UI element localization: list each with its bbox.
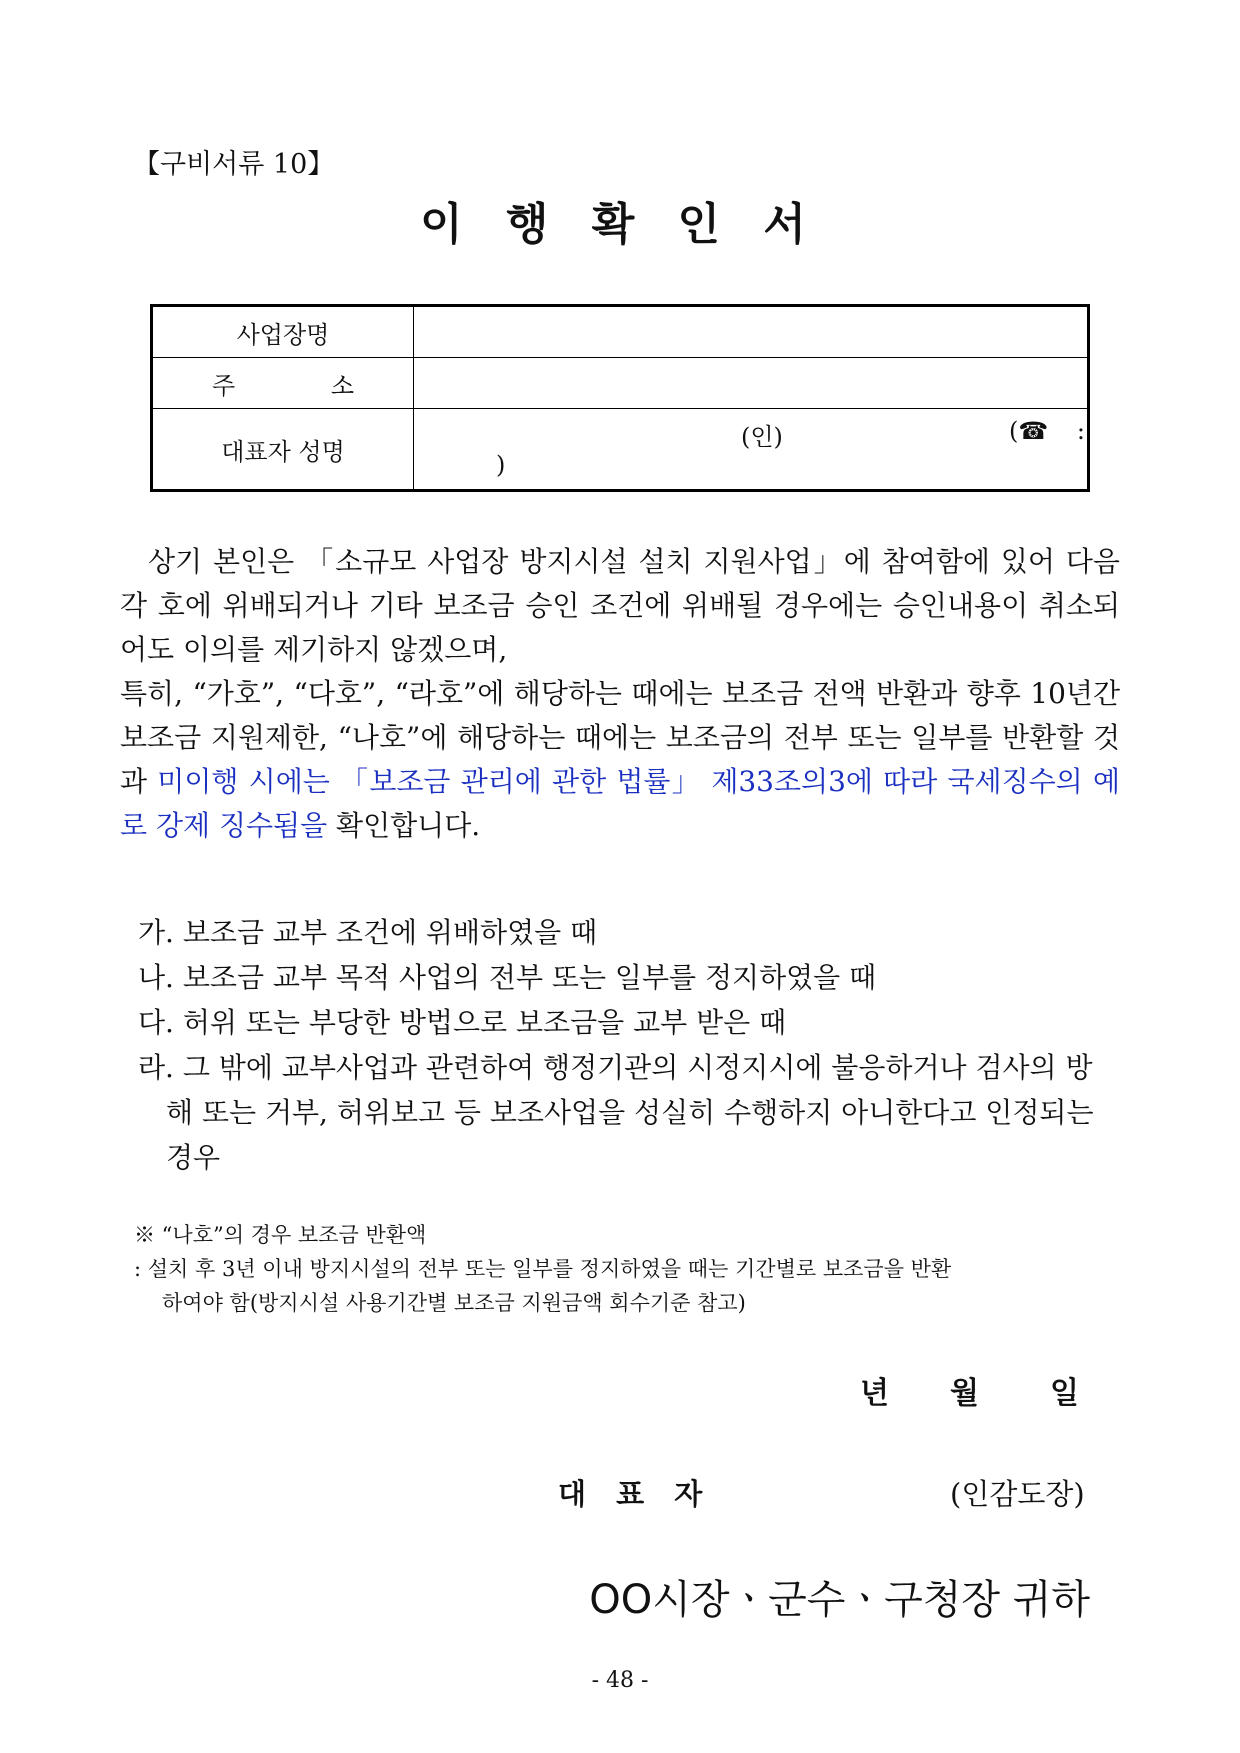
seal-mark: (인): [741, 423, 783, 451]
table-row: [152, 358, 1089, 409]
note-line2: 하여야 함(방지시설 사용기간별 보조금 지원금액 회수기준 참고): [162, 1291, 746, 1315]
violation-list: [138, 910, 1118, 1180]
document-label: 【구비서류 10】: [133, 149, 335, 180]
list-item: 나. 보조금 교부 목적 사업의 전부 또는 일부를 정지하였을 때: [138, 961, 877, 994]
document-title: 이 행 확 인 서: [420, 199, 820, 250]
representative-signature: 대 표 자: [558, 1477, 713, 1511]
date-month: 월: [950, 1376, 979, 1411]
representative-label: 대표자 성명: [152, 409, 414, 491]
phone-close: ): [496, 451, 506, 479]
list-item: 라. 그 밖에 교부사업과 관련하여 행정기관의 시정지시에 불응하거나 검사의 방해 또는 거부, 허위보고 등 보조사업을 성실히 수행하지 아니한다고 인정되는 경우: [138, 1051, 1094, 1174]
date-day: 일: [1050, 1376, 1079, 1411]
note-title: ※ “나호”의 경우 보조금 반환액: [134, 1223, 427, 1247]
note-section: [134, 1218, 1114, 1320]
address-label: 주 소: [212, 371, 398, 400]
note-line1: : 설치 후 3년 이내 방지시설의 전부 또는 일부를 정지하였을 때는 기간별로 보조금을 반환: [134, 1257, 952, 1281]
paragraph-part2-wrapper: [120, 672, 1120, 848]
confirmation-paragraph: [120, 540, 1120, 848]
address-field[interactable]: [414, 358, 1089, 409]
paragraph-part2: 특히, “가호”, “다호”, “라호”에 해당하는 때에는 보조금 전액 반환과 향후 10년간 보조금 지원제한, “나호”에 해당하는 때에는 보조금의 전부 또는 일부를 반환할 것과: [120, 677, 1120, 798]
date-line: [860, 1368, 1079, 1412]
paragraph-part1: 상기 본인은 「소규모 사업장 방지시설 설치 지원사업」에 참여함에 있어 다음 각 호에 위배되거나 기타 보조금 승인 조건에 위배될 경우에는 승인내용이 취소되어도 이의를 제기하지 않겠으며,: [120, 545, 1120, 666]
list-item: 다. 허위 또는 부당한 방법으로 보조금을 교부 받은 때: [138, 1006, 787, 1039]
page-number: - 48 -: [591, 1668, 649, 1693]
table-row: [152, 306, 1089, 358]
business-name-label: 사업장명: [152, 306, 414, 358]
business-name-field[interactable]: [414, 306, 1089, 358]
list-item: 가. 보조금 교부 조건에 위배하였을 때: [138, 916, 598, 949]
phone-colon: :: [1076, 417, 1085, 445]
addressee: OO시장ㆍ군수ㆍ구청장 귀하: [589, 1577, 1090, 1623]
table-row: [152, 409, 1089, 491]
representative-field[interactable]: [414, 409, 1089, 491]
date-year: 년: [860, 1376, 889, 1411]
phone-open: (☎: [1009, 417, 1049, 445]
seal-stamp-label: (인감도장): [950, 1477, 1085, 1511]
paragraph-end: 확인합니다.: [327, 809, 481, 842]
paragraph-highlight: 미이행 시에는 「보조금 관리에 관한 법률」 제33조의3에 따라 국세징수의 예로 강제 징수됨을: [120, 765, 1120, 842]
info-table: [150, 304, 1090, 492]
